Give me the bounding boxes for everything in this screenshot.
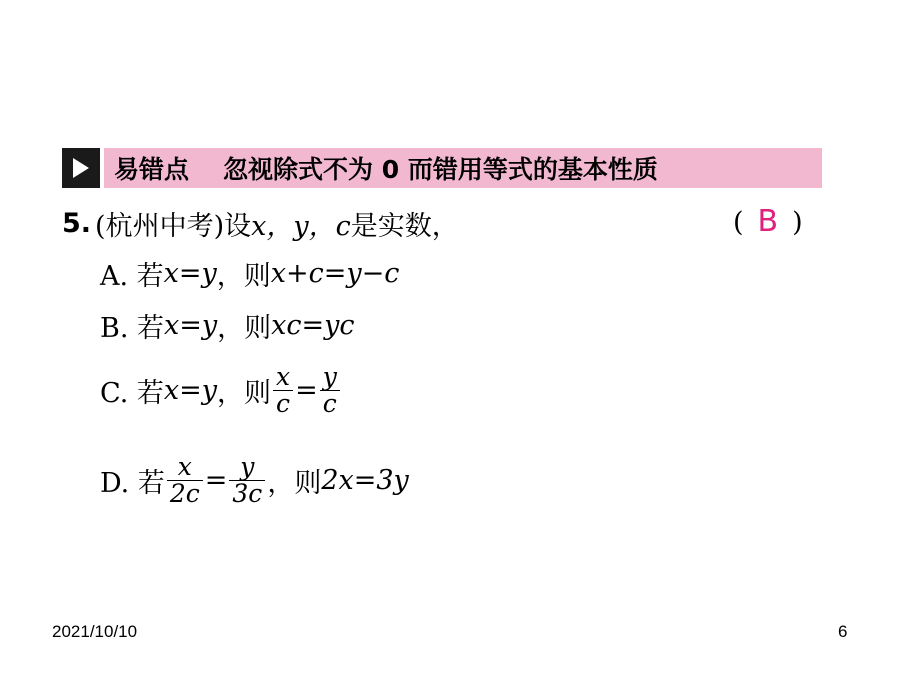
option-c-label: C. 若 [100, 378, 164, 410]
option-b-condition: x=y [164, 310, 218, 341]
option-b-result: xc=yc [271, 310, 355, 341]
option-c-fraction-1 [273, 364, 293, 418]
option-d-result: 2x=3y [321, 465, 409, 497]
option-c-fraction-2 [320, 364, 340, 418]
question-stem [62, 204, 459, 243]
question-stem-prefix: 设 [224, 211, 252, 242]
option-a-condition: x=y [163, 258, 217, 289]
answer-bracket [733, 204, 803, 239]
option-a-result: x+c=y−c [270, 258, 400, 289]
option-d-fraction-1-numerator: x [177, 452, 192, 481]
option-d-fraction-1-denominator: 2c [167, 480, 203, 507]
option-c-fraction-1-denominator: c [273, 390, 293, 417]
option-a-mid: ，则 [216, 261, 271, 292]
option-c-fraction-2-numerator: y [322, 362, 337, 391]
option-b-mid: ，则 [217, 313, 272, 344]
option-d-fraction-2 [229, 454, 265, 508]
banner-title [104, 148, 822, 188]
question-stem-vars: x，y，c [251, 211, 351, 242]
banner-label: 易错点 [114, 155, 190, 184]
option-b-label: B. 若 [100, 313, 165, 344]
option-d-mid: ，则 [267, 468, 322, 500]
option-c-equals: = [295, 375, 318, 407]
answer-close: ) [792, 207, 803, 238]
footer-page-number: 6 [838, 622, 848, 641]
option-d [100, 454, 409, 508]
option-c-fraction-2-denominator: c [320, 390, 340, 417]
option-a [100, 254, 399, 293]
answer-value: B [757, 204, 779, 239]
question-stem-suffix: 是实数， [350, 211, 459, 242]
play-triangle-icon [62, 148, 100, 188]
option-c-condition: x=y [163, 375, 217, 407]
section-banner [62, 148, 822, 188]
option-b [100, 306, 354, 345]
question-source: (杭州中考) [95, 211, 225, 242]
option-d-fraction-1 [167, 454, 203, 508]
banner-description: 忽视除式不为 0 而错用等式的基本性质 [223, 155, 658, 184]
option-a-label: A. 若 [100, 261, 164, 292]
answer-open: ( [733, 207, 744, 238]
option-c-fraction-1-numerator: x [275, 362, 291, 391]
option-d-equals: = [204, 465, 228, 497]
footer-date: 2021/10/10 [52, 622, 138, 641]
option-c [100, 364, 342, 418]
option-d-fraction-2-numerator: y [240, 452, 255, 481]
question-number: 5. [62, 208, 92, 239]
option-d-fraction-2-denominator: 3c [229, 480, 265, 507]
option-d-label: D. 若 [100, 468, 165, 500]
option-c-mid: ，则 [216, 378, 271, 410]
